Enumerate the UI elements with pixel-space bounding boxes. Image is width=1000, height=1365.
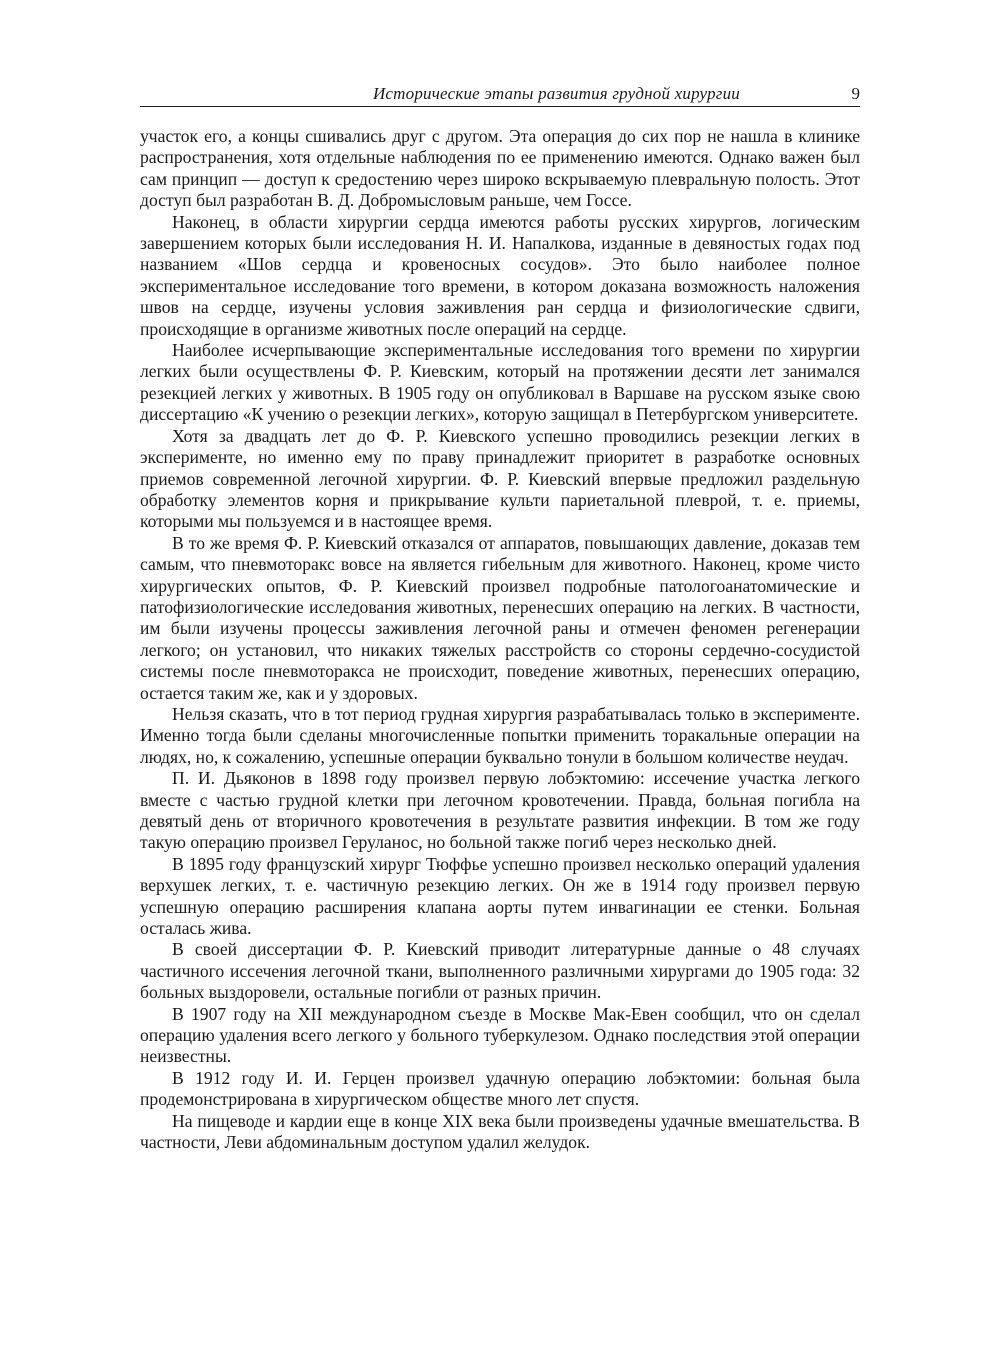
paragraph: В 1895 году французский хирург Тюффье успешно произвел несколько операций удаления верхушек легких, т. е. частичную резекцию легких. Он же в 1914 году произвел первую успешную операцию расширения клапана аорты путем инвагинации ее стенки. Больная осталась жива. [140,853,860,939]
running-title: Исторические этапы развития грудной хирургии [372,84,740,103]
paragraph: В 1907 году на XII международном съезде в Москве Мак-Евен сообщил, что он сделал операцию удаления всего легкого у больного туберкулезом. Однако последствия этой операции неизвестны. [140,1003,860,1067]
body-text [140,126,860,1154]
paragraph: Наиболее исчерпывающие экспериментальные исследования того времени по хирургии легких были осуществлены Ф. Р. Киевским, который на протяжении десяти лет занимался резекцией легких у животных. В 1905 году он опубликовал в Варшаве на русском языке свою диссертацию «К учению о резекции легких», которую защищал в Петербургском университете. [140,340,860,425]
header-rule [140,106,860,107]
paragraph: В своей диссертации Ф. Р. Киевский приводит литературные данные о 48 случаях частичного иссечения легочной ткани, выполненного различными хирургами до 1905 года: 32 больных выздоровели, остальные погибли от разных причин. [140,939,860,1003]
paragraph: П. И. Дьяконов в 1898 году произвел первую лобэктомию: иссечение участка легкого вместе с частью грудной клетки при легочном кровотечении. Правда, больная погибла на девятый день от вторичного кровотечения в результате развития инфекции. В том же году такую операцию произвел Геруланос, но больной также погиб через несколько дней. [140,768,860,853]
paragraph: В то же время Ф. Р. Киевский отказался от аппаратов, повышающих давление, доказав тем самым, что пневмоторакс вовсе на является гибельным для животного. Наконец, кроме чисто хирургических опытов, Ф. Р. Киевский произвел подробные патологоанатомические и патофизиологические исследования животных, перенесших операцию на легких. В частности, им были изучены процессы заживления легочной раны и отмечен феномен регенерации легкого; он установил, что никаких тяжелых расстройств со стороны сердечно-сосудистой системы после пневмоторакса не происходит, поведение животных, перенесших операцию, остается таким же, как и у здоровых. [140,532,860,703]
paragraph: На пищеводе и кардии еще в конце XIX века были произведены удачные вмешательства. В частности, Леви абдоминальным доступом удалил желудок. [140,1110,860,1153]
paragraph: Хотя за двадцать лет до Ф. Р. Киевского успешно проводились резекции легких в эксперименте, но именно ему по праву принадлежит приоритет в разработке основных приемов современной легочной хирургии. Ф. Р. Киевский впервые предложил раздельную обработку элементов корня и прикрывание культи париетальной плеврой, т. е. приемы, которыми мы пользуемся и в настоящее время. [140,425,860,532]
paragraph: Нельзя сказать, что в тот период грудная хирургия разрабатывалась только в эксперименте. Именно тогда были сделаны многочисленные попытки применить торакальные операции на людях, но, к сожалению, успешные операции буквально тонули в большом количестве неудач. [140,703,860,767]
paragraph: Наконец, в области хирургии сердца имеются работы русских хирургов, логическим завершением которых были исследования Н. И. Напалкова, изданные в девяностых годах под названием «Шов сердца и кровеносных сосудов». Это было наиболее полное экспериментальное исследование того времени, в котором доказана возможность наложения швов на сердце, изучены условия заживления ран сердца и физиологические сдвиги, происходящие в организме животных после операций на сердце. [140,211,860,339]
paragraph: В 1912 году И. И. Герцен произвел удачную операцию лобэктомии: больная была продемонстрирована в хирургическом обществе много лет спустя. [140,1067,860,1110]
page-number: 9 [851,84,860,103]
paragraph: участок его, а концы сшивались друг с другом. Эта операция до сих пор не нашла в клинике распространения, хотя отдельные наблюдения по ее применению имеются. Однако важен был сам принцип — доступ к средостению через широко вскрываемую плевральную полость. Этот доступ был разработан В. Д. Добромысловым раньше, чем Госсе. [140,126,860,211]
running-header [140,82,860,108]
